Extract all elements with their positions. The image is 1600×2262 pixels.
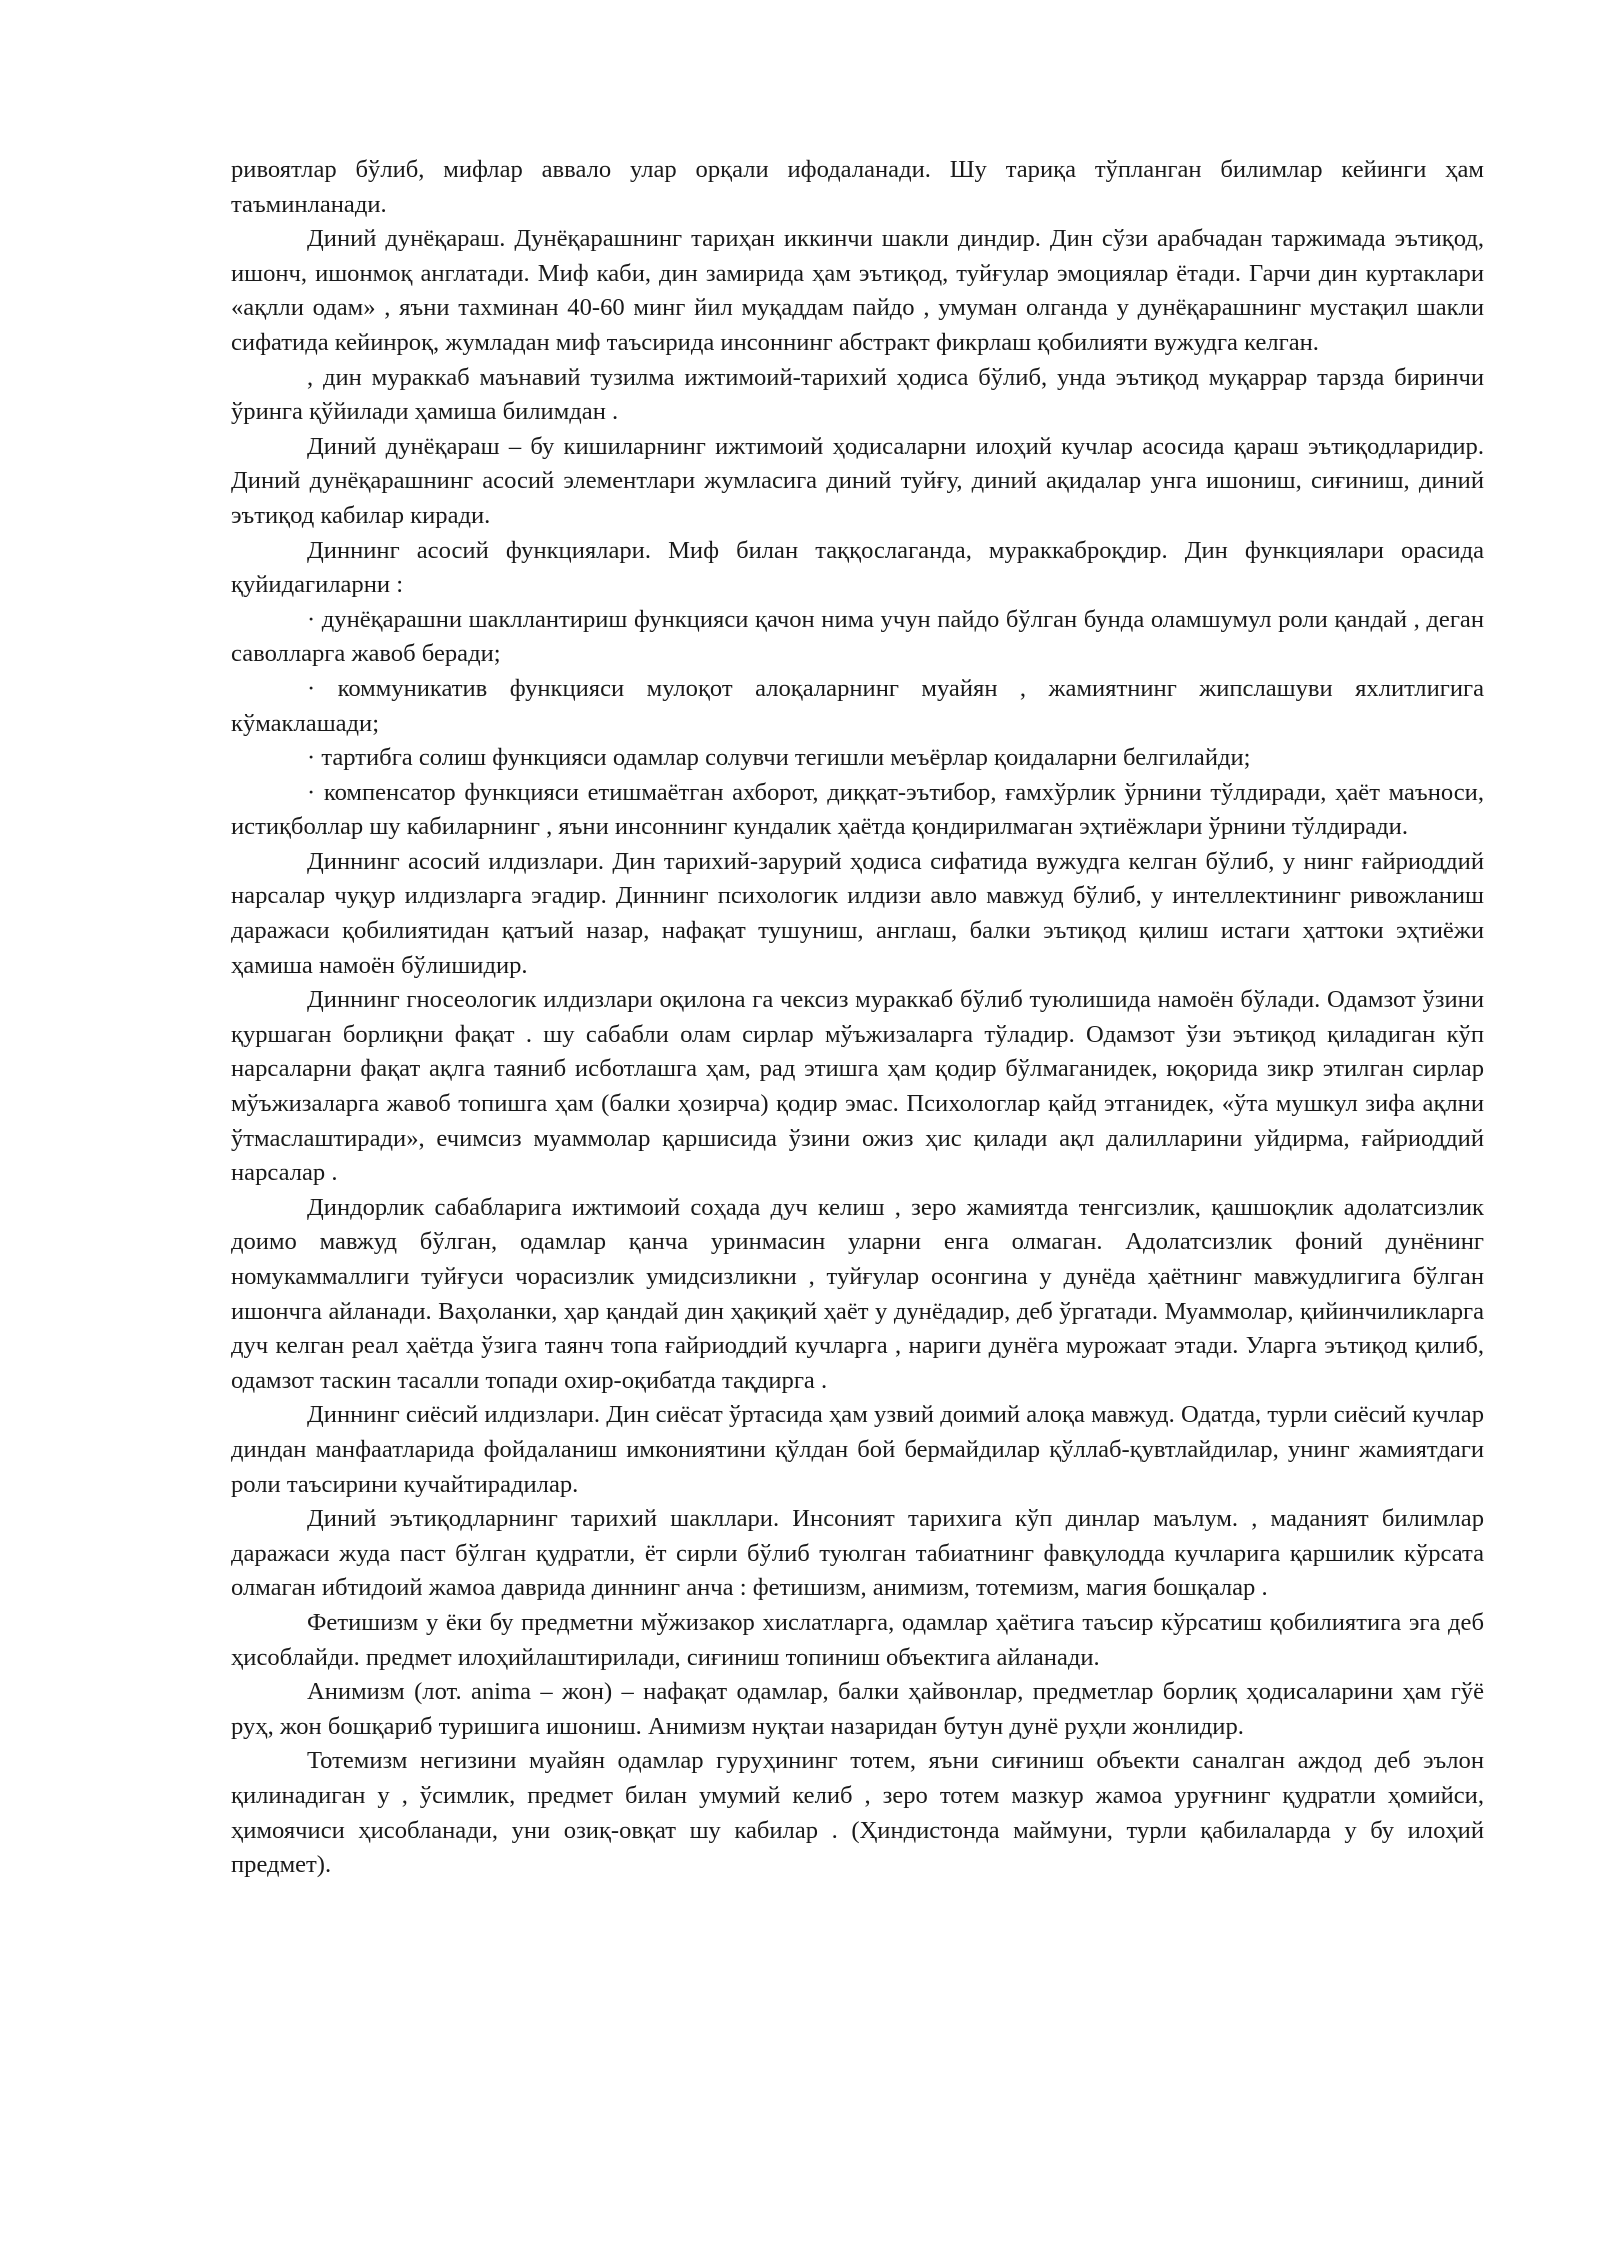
list-item: · коммуникатив функцияси мулоқот алоқаларнинг муайян , жамиятнинг жипслашуви яхлитлигига кўмаклашади;: [231, 674, 1484, 737]
paragraph: Фетишизм у ёки бу предметни мўжизакор хислатларга, одамлар ҳаётига таъсир кўрсатиш қобилиятига эга деб ҳисоблайди. предмет илоҳийлаштирилади, сиғиниш топиниш объектига айланади.: [231, 1608, 1484, 1671]
document-page: [231, 153, 1484, 1883]
paragraph: Анимизм (лот. anima – жон) – нафақат одамлар, балки ҳайвонлар, предметлар борлиқ ҳодисаларини ҳам гўё руҳ, жон бошқариб туришига ишониш. Анимизм нуқтаи назаридан бутун дунё руҳли жонлидир.: [231, 1678, 1484, 1740]
paragraph: Тотемизм негизини муайян одамлар гуруҳининг тотем, яъни сиғиниш объекти саналган аждод деб эълон қилинадиган у , ўсимлик, предмет билан умумий келиб , зеро тотем мазкур жамоа уруғнинг қудратли ҳомийси, ҳимоячиси ҳисобланади, уни озиқ-овқат шу кабилар . (Ҳиндистонда маймуни, турли қабилаларда у бу илоҳий предмет).: [231, 1747, 1484, 1879]
list-item: · компенсатор функцияси етишмаётган ахборот, диққат-эътибор, ғамхўрлик ўрнини тўлдиради, ҳаёт маъноси, истиқболлар шу кабиларнинг , яъни инсоннинг кундалик ҳаётда қондирилмаган эҳтиёжлари ўрнини тўлдиради.: [231, 778, 1484, 841]
list-item: · дунёқарашни шакллантириш функцияси қачон нима учун пайдо бўлган бунда оламшумул роли қандай , деган саволларга жавоб беради;: [231, 605, 1484, 668]
paragraph: Диний дунёқараш. Дунёқарашнинг тариҳан иккинчи шакли диндир. Дин сўзи арабчадан таржимада эътиқод, ишонч, ишонмоқ англатади. Миф каби, дин замирида ҳам эътиқод, туйғулар эмоциялар ётади. Гарчи дин куртаклари «ақлли одам» , яъни тахминан 40-60 минг йил муқаддам пайдо , умуман олганда у дунёқарашнинг мустақил шакли сифатида кейинроқ, жумладан миф таъсирида инсоннинг абстракт фикрлаш қобилияти вужудга келган.: [231, 225, 1484, 356]
paragraph: Диндорлик сабабларига ижтимоий соҳада дуч келиш , зеро жамиятда тенгсизлик, қашшоқлик адолатсизлик доимо мавжуд бўлган, одамлар қанча уринмасин уларни енга олмаган. Адолатсизлик фоний дунёнинг номукаммаллиги туйғуси чорасизлик умидсизликни , туйғулар осонгина у дунёда ҳаётнинг мавжудлигига бўлган ишончга айланади. Ваҳоланки, ҳар қандай дин ҳақиқий ҳаёт у дунёдадир, деб ўргатади. Муаммолар, қийинчиликларга дуч келган реал ҳаётда ўзига таянч топа ғайриоддий кучларга , нариги дунёга мурожаат этади. Уларга эътиқод қилиб, одамзот таскин тасалли топади охир-оқибатда тақдирга .: [231, 1193, 1484, 1394]
paragraph: Диннинг гносеологик илдизлари оқилона га чексиз мураккаб бўлиб туюлишида намоён бўлади. Одамзот ўзини қуршаган борлиқни фақат . шу сабабли олам сирлар мўъжизаларга тўладир. Одамзот ўзи эътиқод қиладиган кўп нарсаларни фақат ақлга таяниб исботлашга ҳам, рад этишга ҳам қодир бўлмаганидек, юқорида зикр этилган сирлар мўъжизаларга жавоб топишга ҳам (балки ҳозирча) қодир эмас. Психологлар қайд этганидек, «ўта мушкул зифа ақлни ўтмаслаштиради», ечимсиз муаммолар қаршисида ўзини ожиз ҳис қилади ақл далилларини уйдирма, ғайриоддий нарсалар .: [231, 986, 1484, 1187]
paragraph: , дин мураккаб маънавий тузилма ижтимоий-тарихий ҳодиса бўлиб, унда эътиқод муқаррар тарзда биринчи ўринга қўйилади ҳамиша билимдан .: [231, 363, 1484, 426]
paragraph: Диннинг асосий функциялари. Миф билан таққослаганда, мураккаброқдир. Дин функциялари орасида қуйидагиларни :: [231, 536, 1484, 599]
paragraph: Диний эътиқодларнинг тарихий шакллари. Инсоният тарихига кўп динлар маълум. , маданият билимлар даражаси жуда паст бўлган қудратли, ёт сирли бўлиб туюлган табиатнинг фавқулодда кучларига қаршилик кўрсата олмаган ибтидоий жамоа даврида диннинг анча : фетишизм, анимизм, тотемизм, магия бошқалар .: [231, 1505, 1484, 1602]
paragraph: ривоятлар бўлиб, мифлар аввало улар орқали ифодаланади. Шу тариқа тўпланган билимлар кейинги ҳам таъминланади.: [231, 156, 1484, 218]
paragraph: Диний дунёқараш – бу кишиларнинг ижтимоий ҳодисаларни илоҳий кучлар асосида қараш эътиқодларидир. Диний дунёқарашнинг асосий элементлари жумласига диний туйғу, диний ақидалар унга ишониш, сиғиниш, диний эътиқод кабилар киради.: [231, 432, 1484, 529]
list-item: · тартибга солиш функцияси одамлар солувчи тегишли меъёрлар қоидаларни белгилайди;: [307, 744, 1251, 772]
paragraph: Диннинг сиёсий илдизлари. Дин сиёсат ўртасида ҳам узвий доимий алоқа мавжуд. Одатда, турли сиёсий кучлар диндан манфаатларида фойдаланиш имкониятини қўлдан бой бермайдилар қўллаб-қувтлайдилар, унинг жамиятдаги роли таъсирини кучайтирадилар.: [231, 1401, 1484, 1498]
paragraph: Диннинг асосий илдизлари. Дин тарихий-зарурий ҳодиса сифатида вужудга келган бўлиб, у нинг ғайриоддий нарсалар чуқур илдизларга эгадир. Диннинг психологик илдизи авло мавжуд бўлиб, у интеллектининг ривожланиш даражаси қобилиятидан қатъий назар, нафақат тушуниш, англаш, балки эътиқод қилиш истаги ҳаттоки эҳтиёжи ҳамиша намоён бўлишидир.: [231, 847, 1484, 979]
